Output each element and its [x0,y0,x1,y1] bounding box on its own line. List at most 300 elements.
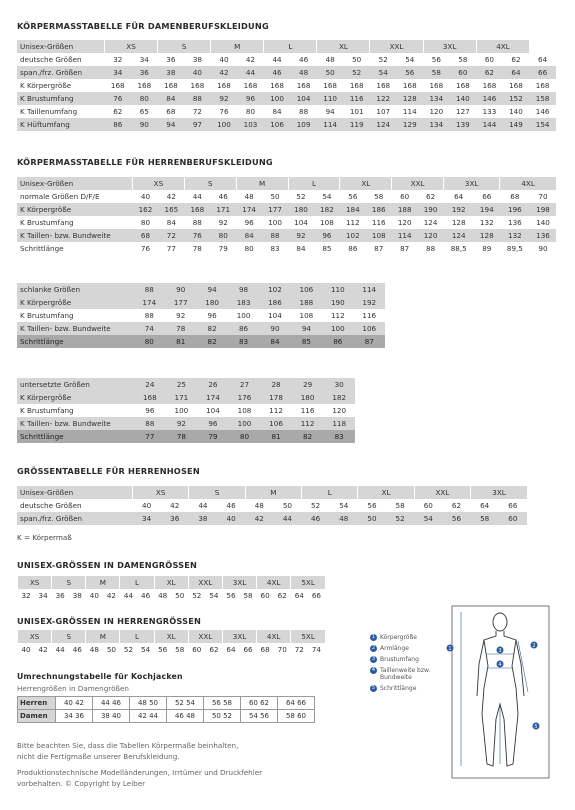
table-cell: 40 42 [56,697,93,710]
note-3: Produktionstechnische Modelländerungen, Irrtümer und Druckfehler [17,768,263,777]
table-cell: 66 [240,643,257,656]
table-cell: 168 [370,79,397,92]
legend-item: 2 Armlänge [371,645,409,652]
table-cell: 56 58 [204,697,241,710]
table-row [17,378,355,391]
table-cell: 88 [290,105,317,118]
table-cell: S [158,40,211,53]
table-cell: 62 [274,589,291,602]
table-cell: 174 [197,391,229,404]
table-cell: 46 [264,66,291,79]
table-cell: 116 [354,309,385,322]
table-cell: 194 [474,203,500,216]
table-header-row [17,486,527,499]
table-cell: 80 [237,105,264,118]
table-row [17,404,355,417]
table-cell: 108 [229,404,261,417]
table-cell: XL [154,576,188,589]
table-unisex-men [17,630,325,656]
table-cell: 122 [370,92,397,105]
table-cell: 178 [260,391,292,404]
heading-women: KÖRPERMASSTABELLE FÜR DAMENBERUFSKLEIDUNG [17,21,269,31]
table-cell: 56 [423,53,450,66]
table-cell: 52 [386,512,414,525]
note-4: vorbehalten. © Copyright by Leiber [17,779,146,788]
table-cell: 168 [105,79,132,92]
table-cell: 83 [228,335,259,348]
table-cell: 132 [474,216,500,229]
table-cell: 152 [503,92,530,105]
table-cell: 76 [133,242,159,255]
table-cell: 88 [134,309,165,322]
table-cell: K Brustumfang [17,92,105,105]
table-cell: K Taillen- bzw. Bundweite [17,322,134,335]
table-cell: 88 [134,417,166,430]
table-row [17,190,556,203]
table-cell: 180 [292,391,324,404]
table-cell: M [245,486,301,499]
table-cell: 108 [314,216,340,229]
table-cell: XL [154,630,188,643]
table-cell: 188 [392,203,418,216]
table-cell: 42 [161,499,189,512]
table-cell: 5XL [291,576,325,589]
table-cell: 114 [354,283,385,296]
table-cell: 108 [291,309,322,322]
table-cell: XXL [188,630,222,643]
table-cell: 82 [196,322,227,335]
table-cell: 158 [529,92,556,105]
table-cell: 124 [370,118,397,131]
table-cell: 50 [317,66,344,79]
table-cell: 106 [260,417,292,430]
table-cell: 64 [222,643,239,656]
table-cell: 58 [366,190,392,203]
table-cell: L [120,630,154,643]
table-cell: 46 [210,190,236,203]
table-cell: 119 [343,118,370,131]
table-cell: XS [133,177,185,190]
table-cell: 139 [450,118,477,131]
figure-number: 3 [498,647,502,654]
table-cell: 68 [158,105,185,118]
table-cell: 171 [166,391,198,404]
table-cell: 104 [197,404,229,417]
table-cell: 40 [18,643,35,656]
table-cell: K Brustumfang [17,309,134,322]
table-cell: 52 [343,66,370,79]
table-cell: 118 [323,417,355,430]
table-cell: 168 [397,79,424,92]
table-cell: 27 [229,378,261,391]
table-cell: 42 [211,66,238,79]
table-cell: XS [18,630,52,643]
table-cell: 128 [474,229,500,242]
table-cell: 168 [317,79,344,92]
table-cell: 136 [530,229,556,242]
table-cell: M [211,40,264,53]
table-cell: 44 [189,499,217,512]
table-cell: 86 [228,322,259,335]
table-cell: 42 [245,512,273,525]
table-cell: 94 [196,283,227,296]
legend-item: 5 Schrittlänge [371,685,417,692]
table-chef [17,696,315,723]
table-cell: 180 [288,203,314,216]
heading-trousers: GRÖSSENTABELLE FÜR HERRENHOSEN [17,466,200,476]
table-women [17,40,556,131]
table-cell: 42 [35,643,52,656]
table-cell: 44 [273,512,301,525]
figure-number: 5 [534,723,538,730]
table-cell: 168 [264,79,291,92]
table-cell: 100 [322,322,353,335]
table-cell: 52 [370,53,397,66]
table-cell: 44 [120,589,137,602]
table-cell: 184 [340,203,366,216]
table-cell: 84 [236,229,262,242]
table-cell: 3XL [471,486,527,499]
table-cell: 120 [392,216,418,229]
legend-item: 3 Brustumfang [371,656,419,663]
table-cell: 46 [69,643,86,656]
table-cell: 44 [52,643,69,656]
table-cell: K Körpergröße [17,296,134,309]
table-cell: 54 [205,589,222,602]
table-header-row [18,630,326,643]
table-cell: 136 [500,216,530,229]
table-cell: 168 [134,391,166,404]
table-cell: 81 [165,335,196,348]
table-cell: 3XL [423,40,476,53]
table-unisex-women [17,576,325,602]
table-cell: 72 [291,643,308,656]
table-cell: 83 [262,242,288,255]
table-cell: 62 [105,105,132,118]
table-cell: 58 [240,589,257,602]
table-cell: 90 [131,118,158,131]
table-cell: 76 [105,92,132,105]
table-cell: 62 [418,190,444,203]
table-cell: 88,5 [444,242,474,255]
table-cell: 44 [264,53,291,66]
table-cell: 80 [236,242,262,255]
table-cell: XXL [414,486,470,499]
table-row [17,296,385,309]
subheading-chef: Herrengrößen in Damengrößen [17,684,129,693]
table-cell: 66 [529,66,556,79]
table-cell: 80 [133,216,159,229]
table-cell: 132 [500,229,530,242]
heading-men: KÖRPERMASSTABELLE FÜR HERRENBERUFSKLEIDUNG [17,157,273,167]
table-header-row [17,40,556,53]
table-cell: 66 [474,190,500,203]
table-cell: 64 [529,53,556,66]
table-cell: 48 [245,499,273,512]
table-cell: 84 [158,216,184,229]
table-cell: 96 [237,92,264,105]
table-cell: 176 [229,391,261,404]
table-cell: 92 [210,216,236,229]
table-cell: 196 [500,203,530,216]
table-cell: 50 [273,499,301,512]
table-cell: 36 [52,589,69,602]
table-cell: 54 [330,499,358,512]
table-cell: 106 [264,118,291,131]
table-cell: Herren [18,697,56,710]
table-cell: 42 [103,589,120,602]
table-cell: 77 [134,430,166,443]
table-stocky [17,378,355,443]
table-cell: 183 [228,296,259,309]
table-cell: 134 [423,92,450,105]
table-cell: 74 [134,322,165,335]
table-header-row [17,177,556,190]
table-cell: 102 [259,283,290,296]
table-cell: 60 [188,643,205,656]
table-cell: 177 [262,203,288,216]
table-cell: 90 [530,242,556,255]
table-cell: 87 [354,335,385,348]
table-cell: 88 [184,92,211,105]
table-cell: M [86,630,120,643]
table-cell: 120 [323,404,355,417]
table-cell: 79 [197,430,229,443]
table-cell: 24 [134,378,166,391]
table-cell: XXL [188,576,222,589]
table-cell: XS [18,576,52,589]
table-cell: 56 [442,512,470,525]
table-cell: 96 [314,229,340,242]
table-cell: 40 [217,512,245,525]
table-cell: 114 [317,118,344,131]
table-cell: 89,5 [500,242,530,255]
table-cell: 198 [530,203,556,216]
table-cell: 88 [418,242,444,255]
table-cell: 4XL [500,177,556,190]
table-cell: 44 [237,66,264,79]
table-cell: 50 [343,53,370,66]
table-cell: 76 [184,229,210,242]
table-cell: S [189,486,245,499]
table-cell: 34 [133,512,161,525]
table-cell: 134 [423,118,450,131]
table-cell: 192 [444,203,474,216]
table-cell: 81 [260,430,292,443]
table-cell: 168 [343,79,370,92]
table-cell: 128 [397,92,424,105]
table-cell: 77 [158,242,184,255]
table-cell: 44 [184,190,210,203]
table-cell: 112 [292,417,324,430]
table-cell: 146 [529,105,556,118]
table-cell: 165 [158,203,184,216]
table-cell: 58 [450,53,477,66]
table-cell: 182 [314,203,340,216]
table-cell: 66 [499,499,527,512]
table-cell: 64 [471,499,499,512]
table-cell: 40 [211,53,238,66]
table-row [17,79,556,92]
table-cell: 64 [444,190,474,203]
table-cell: 68 [257,643,274,656]
table-cell: 58 [171,643,188,656]
table-cell: 171 [210,203,236,216]
table-cell: 66 [308,589,325,602]
table-cell: 72 [184,105,211,118]
body-figure [444,604,554,780]
table-row [17,309,385,322]
table-cell: 58 [471,512,499,525]
table-cell: 78 [184,242,210,255]
table-cell: 56 [340,190,366,203]
table-cell: M [236,177,288,190]
table-cell: 54 56 [241,710,278,723]
table-cell: normale Größen D/F/E [17,190,133,203]
table-cell: 60 [476,53,503,66]
table-cell: 54 [397,53,424,66]
table-cell: 64 [503,66,530,79]
table-cell: 28 [260,378,292,391]
table-cell: 29 [292,378,324,391]
table-cell: 112 [340,216,366,229]
table-cell: K Taillen- bzw. Bundweite [17,417,134,430]
table-cell: 56 [397,66,424,79]
table-cell: 38 [189,512,217,525]
table-cell: 88 [134,283,165,296]
table-header-row [18,576,326,589]
table-cell: 92 [166,417,198,430]
table-men [17,177,556,255]
table-cell: 116 [343,92,370,105]
table-cell: 70 [274,643,291,656]
table-cell: 112 [260,404,292,417]
table-cell: 50 52 [204,710,241,723]
table-cell: Unisex-Größen [17,40,105,53]
heading-unisex-men: UNISEX-GRÖSSEN IN HERRENGRÖSSEN [17,616,202,626]
table-cell: S [184,177,236,190]
table-cell: 5XL [291,630,325,643]
table-row [17,391,355,404]
table-cell: 68 [500,190,530,203]
table-row [17,322,385,335]
table-cell: 80 [210,229,236,242]
table-cell: 96 [196,309,227,322]
table-row [17,499,527,512]
table-cell: 38 [69,589,86,602]
table-cell: 116 [292,404,324,417]
table-cell: 32 [105,53,132,66]
table-cell: 40 [133,190,159,203]
table-cell: 70 [530,190,556,203]
table-cell: 186 [366,203,392,216]
table-cell: 168 [211,79,238,92]
figure-number: 1 [448,645,452,652]
table-row [18,710,315,723]
table-cell: deutsche Größen [17,53,105,66]
table-cell: 42 44 [130,710,167,723]
table-cell: 60 [414,499,442,512]
table-cell: 140 [530,216,556,229]
table-cell: 46 [217,499,245,512]
k-legend: K = Körpermaß [17,533,72,542]
table-cell: 100 [262,216,288,229]
table-cell: L [288,177,340,190]
table-cell: 168 [423,79,450,92]
table-cell: 80 [131,92,158,105]
table-cell: 30 [323,378,355,391]
table-cell: 100 [228,309,259,322]
table-cell: 110 [322,283,353,296]
figure-number: 2 [532,642,536,649]
table-cell: 62 [442,499,470,512]
figure-number: 4 [498,661,502,668]
table-cell: 34 [105,66,132,79]
table-cell: 104 [288,216,314,229]
table-row [18,697,315,710]
table-cell: 4XL [476,40,529,53]
table-cell: 84 [158,92,185,105]
table-cell: 34 [131,53,158,66]
table-cell: 52 [188,589,205,602]
table-cell: 26 [197,378,229,391]
table-cell: 168 [237,79,264,92]
table-cell: 38 [158,66,185,79]
table-row [17,118,556,131]
table-cell: K Körpergröße [17,391,134,404]
table-cell: Unisex-Größen [17,177,133,190]
table-cell: 182 [323,391,355,404]
table-cell: K Hüftumfang [17,118,105,131]
heading-unisex-women: UNISEX-GRÖSSEN IN DAMENGRÖSSEN [17,560,198,570]
table-cell: 60 62 [241,697,278,710]
table-cell: 40 [86,589,103,602]
legend-item: 1 Körpergröße [371,634,417,641]
table-cell: 94 [291,322,322,335]
table-row [17,66,556,79]
table-cell: 154 [529,118,556,131]
table-cell: 100 [166,404,198,417]
table-cell: 84 [264,105,291,118]
table-cell: 168 [503,79,530,92]
table-cell: 46 [137,589,154,602]
table-cell: 102 [340,229,366,242]
table-cell: 162 [133,203,159,216]
table-cell: XL [358,486,414,499]
table-cell: 56 [222,589,239,602]
table-cell: 36 [158,53,185,66]
table-cell: 168 [131,79,158,92]
table-cell: 58 60 [278,710,315,723]
table-cell: 52 [120,643,137,656]
table-cell: L [120,576,154,589]
table-cell: Schrittlänge [17,335,134,348]
table-cell: 60 [257,589,274,602]
table-cell: 100 [229,417,261,430]
table-cell: 48 [330,512,358,525]
table-cell: 34 36 [56,710,93,723]
table-cell: 46 48 [167,710,204,723]
table-cell: 84 [259,335,290,348]
table-cell: 190 [418,203,444,216]
table-cell: 34 [35,589,52,602]
table-cell: 50 [358,512,386,525]
table-cell: 36 [161,512,189,525]
table-cell: 177 [165,296,196,309]
table-cell: 64 [291,589,308,602]
legend-item: 4 Taillenweite bzw. Bundweite [371,667,431,681]
table-cell: 120 [418,229,444,242]
